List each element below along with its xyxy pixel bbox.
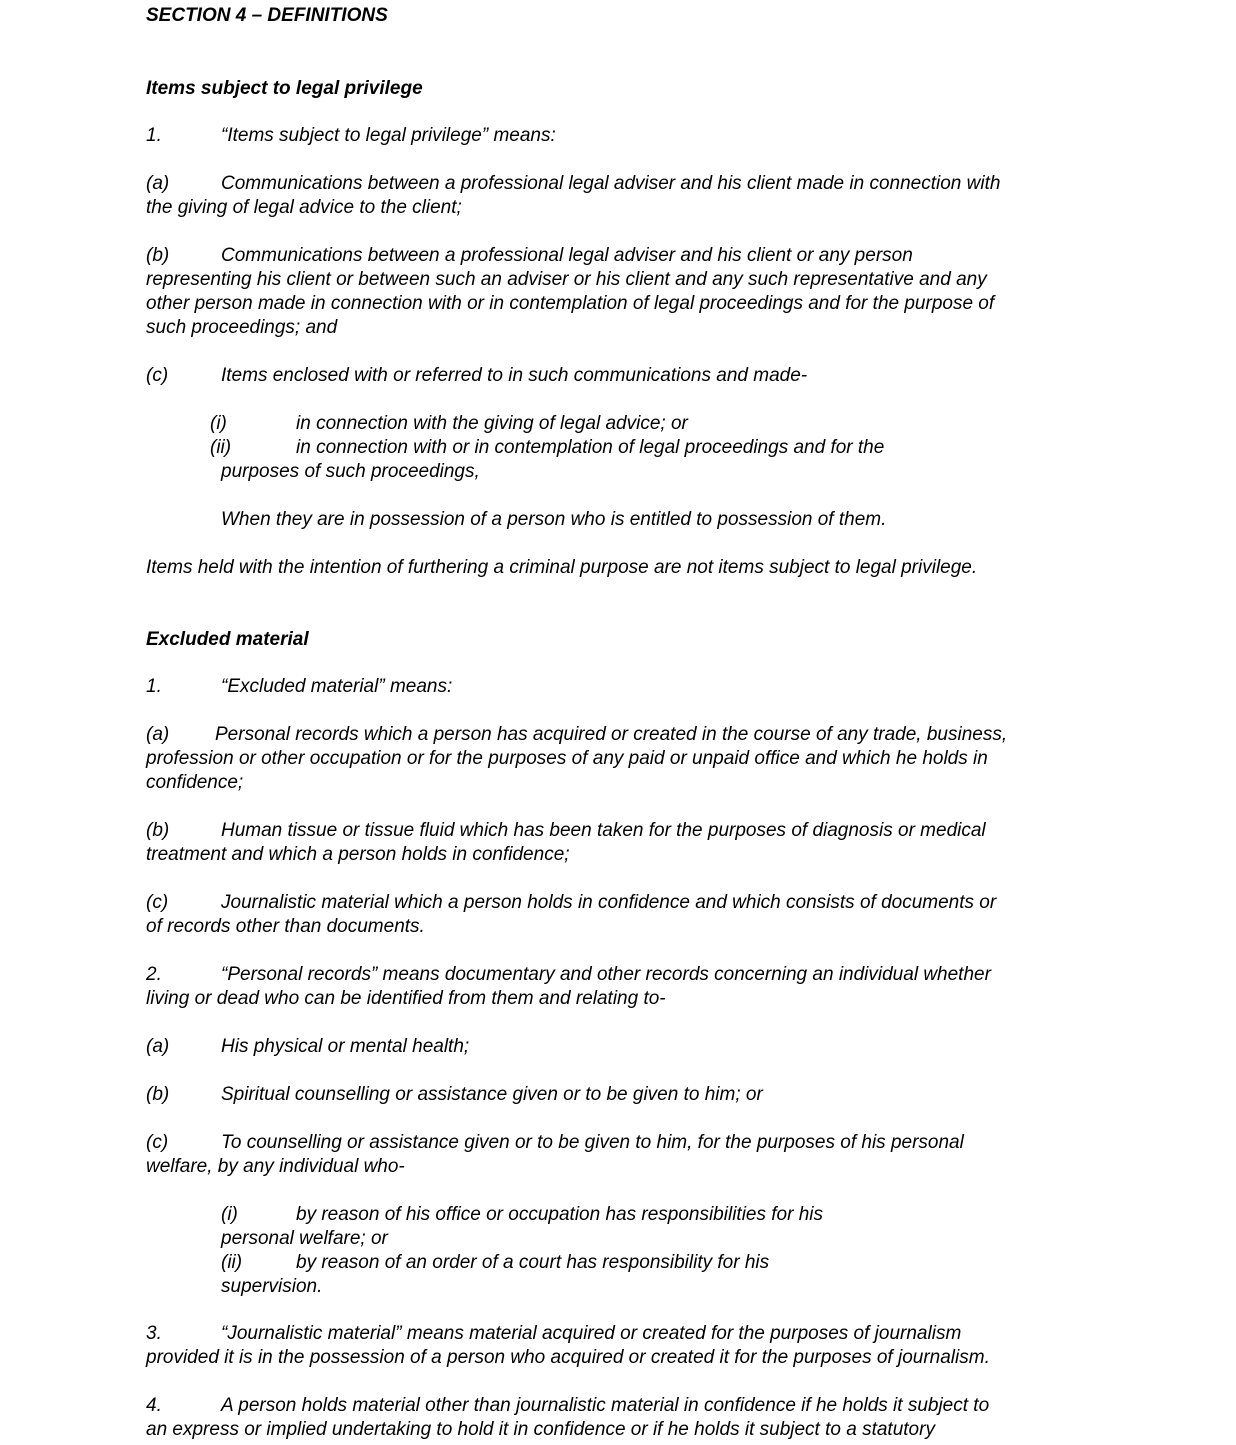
excluded-para-2c-ii: (ii) by reason of an order of a court has responsibility for his — [221, 1252, 770, 1273]
section-title: SECTION 4 – DEFINITIONS — [146, 5, 388, 26]
excluded-para-2: 2. “Personal records” means documentary and other records concerning an individual whether — [146, 964, 991, 985]
excluded-para-4: 4. A person holds material other than journalistic material in confidence if he holds it subject to — [146, 1395, 990, 1416]
privilege-para-b: (b) Communications between a professional legal adviser and his client or any person — [146, 245, 913, 266]
excluded-para-3-line2: provided it is in the possession of a person who acquired or created it for the purposes of journalism. — [146, 1347, 990, 1368]
privilege-heading: Items subject to legal privilege — [146, 78, 423, 99]
privilege-para-b-line3: other person made in connection with or in contemplation of legal proceedings and for the purpose of — [146, 293, 995, 314]
privilege-para-b-line2: representing his client or between such an adviser or his client and any such representative and any — [146, 269, 987, 290]
excluded-para-c: (c) Journalistic material which a person holds in confidence and which consists of documents or — [146, 892, 997, 913]
excluded-para-2c-i: (i) by reason of his office or occupation has responsibilities for his — [221, 1204, 823, 1225]
privilege-para-c-i: (i) in connection with the giving of legal advice; or — [210, 413, 688, 434]
excluded-para-2c: (c) To counselling or assistance given or to be given to him, for the purposes of his personal — [146, 1132, 964, 1153]
excluded-para-a-line2: profession or other occupation or for the purposes of any paid or unpaid office and which he holds in — [146, 748, 988, 769]
excluded-para-2c-ii-line2: supervision. — [221, 1276, 323, 1297]
excluded-heading: Excluded material — [146, 629, 309, 650]
privilege-para-a-line2: the giving of legal advice to the client; — [146, 197, 462, 218]
excluded-para-2b: (b) Spiritual counselling or assistance given or to be given to him; or — [146, 1084, 763, 1105]
excluded-para-4-line2: an express or implied undertaking to hold it in confidence or if he holds it subject to a statutory — [146, 1419, 935, 1440]
excluded-para-a: (a) Personal records which a person has acquired or created in the course of any trade, business, — [146, 724, 1008, 745]
privilege-para-b-line4: such proceedings; and — [146, 317, 338, 338]
excluded-para-2a: (a) His physical or mental health; — [146, 1036, 470, 1057]
privilege-para-1: 1. “Items subject to legal privilege” means: — [146, 125, 556, 146]
privilege-para-c-ii-line2: purposes of such proceedings, — [221, 461, 480, 482]
excluded-para-b: (b) Human tissue or tissue fluid which has been taken for the purposes of diagnosis or medical — [146, 820, 986, 841]
privilege-para-a: (a) Communications between a professional legal adviser and his client made in connection with — [146, 173, 1001, 194]
privilege-criminal: Items held with the intention of furthering a criminal purpose are not items subject to legal privilege. — [146, 557, 978, 578]
privilege-when: When they are in possession of a person who is entitled to possession of them. — [221, 509, 887, 530]
excluded-para-c-line2: of records other than documents. — [146, 916, 425, 937]
excluded-para-3: 3. “Journalistic material” means material acquired or created for the purposes of journalism — [146, 1323, 962, 1344]
excluded-para-2-line2: living or dead who can be identified from them and relating to- — [146, 988, 666, 1009]
excluded-para-2c-line2: welfare, by any individual who- — [146, 1156, 405, 1177]
excluded-para-b-line2: treatment and which a person holds in confidence; — [146, 844, 570, 865]
privilege-para-c-ii: (ii) in connection with or in contemplation of legal proceedings and for the — [210, 437, 885, 458]
excluded-para-1: 1. “Excluded material” means: — [146, 676, 453, 697]
privilege-para-c: (c) Items enclosed with or referred to in such communications and made- — [146, 365, 808, 386]
excluded-para-a-line3: confidence; — [146, 772, 244, 793]
excluded-para-2c-i-line2: personal welfare; or — [221, 1228, 388, 1249]
